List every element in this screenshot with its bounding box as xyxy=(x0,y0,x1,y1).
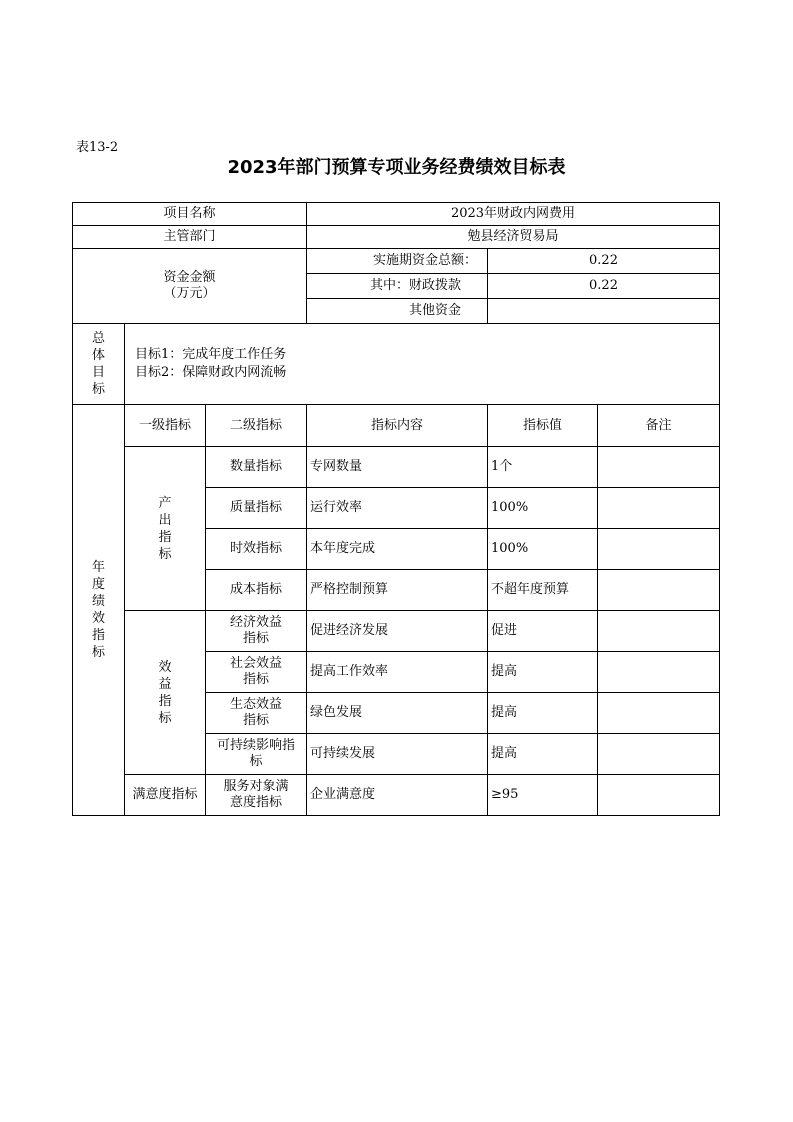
row-note xyxy=(598,570,720,611)
project-name-label: 项目名称 xyxy=(73,203,307,226)
total-fund-label: 实施期资金总额： xyxy=(307,249,488,274)
section-label-cell xyxy=(73,405,125,816)
row-note xyxy=(598,693,720,734)
row-content: 绿色发展 xyxy=(307,693,488,734)
row-value: 不超年度预算 xyxy=(488,570,598,611)
other-fund-value xyxy=(488,299,720,324)
row-level2: 经济效益指标 xyxy=(206,611,307,652)
section-label: 年度绩效指标 xyxy=(91,560,105,660)
fiscal-fund-label: 其中：财政拨款 xyxy=(307,274,488,299)
group-satisfaction: 满意度指标 xyxy=(125,775,206,816)
total-fund-value: 0.22 xyxy=(488,249,720,274)
row-content: 运行效率 xyxy=(307,488,488,529)
page-title: 2023年部门预算专项业务经费绩效目标表 xyxy=(227,157,566,178)
fund-label-line2: （万元） xyxy=(163,286,216,301)
group-output-cell xyxy=(125,447,206,611)
other-fund-label: 其他资金 xyxy=(307,299,488,324)
fund-label-line1: 资金金额 xyxy=(163,270,216,285)
row-level2: 成本指标 xyxy=(206,570,307,611)
goals-label: 总体目标 xyxy=(91,331,105,397)
row-note xyxy=(598,529,720,570)
row-content: 严格控制预算 xyxy=(307,570,488,611)
header-value: 指标值 xyxy=(488,405,598,447)
row-content: 企业满意度 xyxy=(307,775,488,816)
row-value: 100% xyxy=(488,488,598,529)
row-level2: 生态效益指标 xyxy=(206,693,307,734)
goals-label-cell xyxy=(73,324,125,405)
row-level2: 社会效益指标 xyxy=(206,652,307,693)
row-content: 专网数量 xyxy=(307,447,488,488)
fund-label xyxy=(73,249,307,324)
header-level1: 一级指标 xyxy=(125,405,206,447)
group-benefit-cell xyxy=(125,611,206,775)
row-level2: 质量指标 xyxy=(206,488,307,529)
row-note xyxy=(598,775,720,816)
row-value: 促进 xyxy=(488,611,598,652)
project-name-value: 2023年财政内网费用 xyxy=(307,203,720,226)
row-value: 100% xyxy=(488,529,598,570)
row-content: 可持续发展 xyxy=(307,734,488,775)
header-level2: 二级指标 xyxy=(206,405,307,447)
goal-2: 目标2：保障财政内网流畅 xyxy=(135,365,287,380)
row-content: 促进经济发展 xyxy=(307,611,488,652)
row-content: 提高工作效率 xyxy=(307,652,488,693)
row-content: 本年度完成 xyxy=(307,529,488,570)
row-note xyxy=(598,652,720,693)
row-note xyxy=(598,734,720,775)
dept-value: 勉县经济贸易局 xyxy=(307,226,720,249)
performance-table xyxy=(72,202,720,816)
header-content: 指标内容 xyxy=(307,405,488,447)
row-level2: 服务对象满意度指标 xyxy=(206,775,307,816)
goals-content xyxy=(125,324,720,405)
row-value: 1个 xyxy=(488,447,598,488)
row-level2: 数量指标 xyxy=(206,447,307,488)
dept-label: 主管部门 xyxy=(73,226,307,249)
row-level2: 时效指标 xyxy=(206,529,307,570)
table-number: 表13-2 xyxy=(76,140,119,155)
row-note xyxy=(598,488,720,529)
row-level2: 可持续影响指标 xyxy=(206,734,307,775)
row-value: 提高 xyxy=(488,734,598,775)
row-note xyxy=(598,611,720,652)
row-note xyxy=(598,447,720,488)
group-benefit: 效益指标 xyxy=(158,659,172,726)
fiscal-fund-value: 0.22 xyxy=(488,274,720,299)
row-value: 提高 xyxy=(488,652,598,693)
goal-1: 目标1：完成年度工作任务 xyxy=(135,347,287,362)
row-value: ≥95 xyxy=(488,775,598,816)
group-output: 产出指标 xyxy=(158,495,172,562)
row-value: 提高 xyxy=(488,693,598,734)
header-note: 备注 xyxy=(598,405,720,447)
